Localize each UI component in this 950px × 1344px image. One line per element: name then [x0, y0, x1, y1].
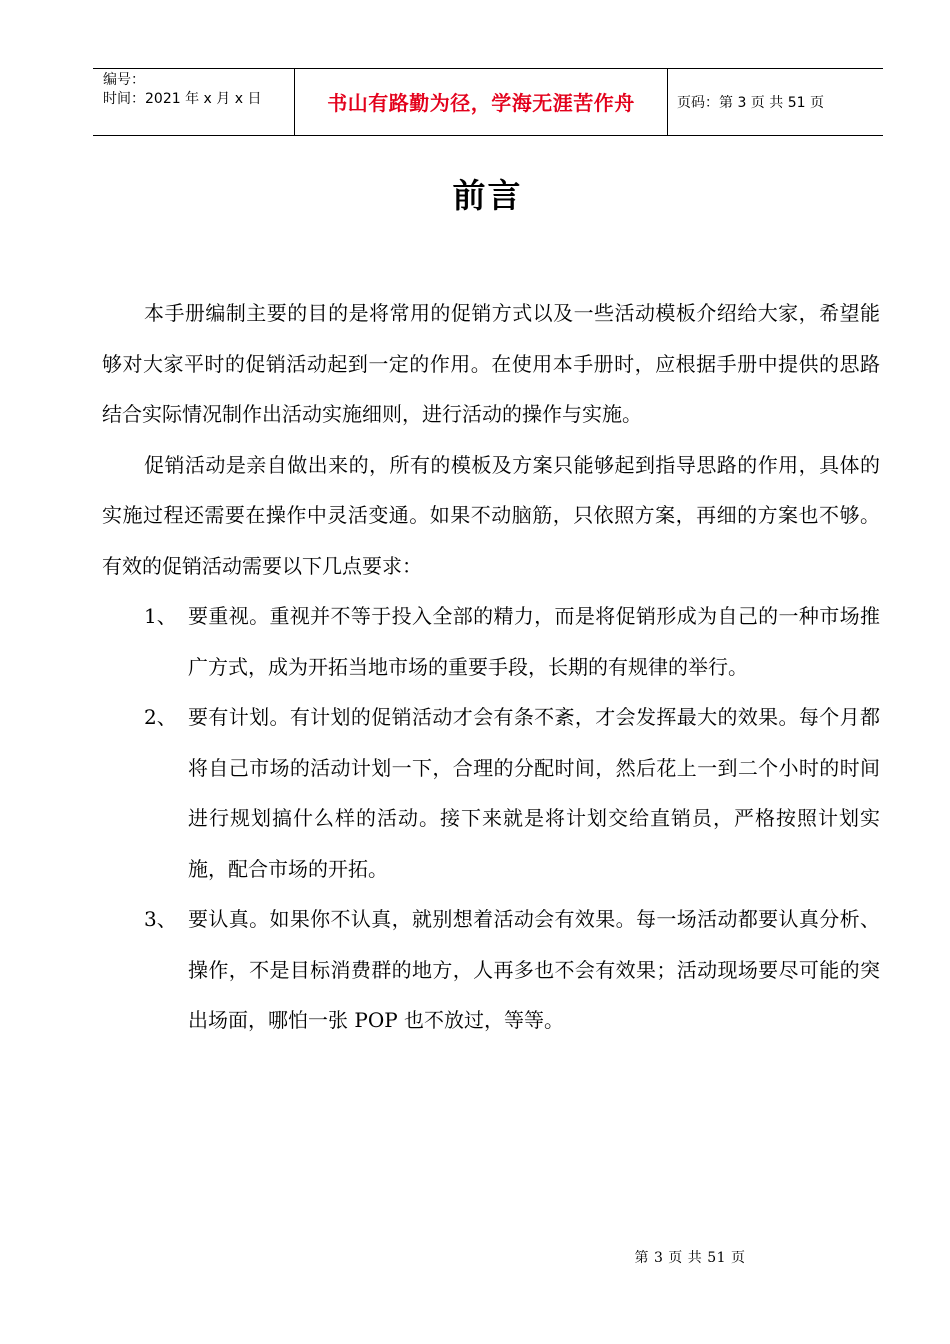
- document-time-label: 时间：2021 年 x 月 x 日: [103, 91, 262, 107]
- list-item: [102, 894, 880, 1046]
- header-page-cell: [668, 69, 883, 135]
- list-item-number: 1、: [144, 604, 177, 628]
- list-item-text: 要重视。重视并不等于投入全部的精力，而是将促销形成为自己的一种市场推广方式，成为开拓当地市场的重要手段，长期的有规律的举行。: [188, 604, 880, 679]
- header-motto-cell: [295, 69, 668, 135]
- list-item: [102, 591, 880, 692]
- list-item-text: 要有计划。有计划的促销活动才会有条不紊，才会发挥最大的效果。每个月都将自己市场的活动计划一下，合理的分配时间，然后花上一到二个小时的时间进行规划搞什么样的活动。接下来就是将计划交给直销员，严格按照计划实施，配合市场的开拓。: [188, 705, 880, 881]
- page-title: 前言: [452, 176, 523, 215]
- paragraph: 本手册编制主要的目的是将常用的促销方式以及一些活动模板介绍给大家，希望能够对大家平时的促销活动起到一定的作用。在使用本手册时，应根据手册中提供的思路结合实际情况制作出活动实施细则，进行活动的操作与实施。: [102, 301, 880, 426]
- document-body: [102, 288, 880, 1046]
- list-item: [102, 692, 880, 894]
- header-meta-cell: [93, 69, 295, 135]
- header-page-info: 页码：第 3 页 共 51 页: [677, 95, 824, 111]
- paragraph: 促销活动是亲自做出来的，所有的模板及方案只能够起到指导思路的作用，具体的实施过程还需要在操作中灵活变通。如果不动脑筋，只依照方案，再细的方案也不够。有效的促销活动需要以下几点要求：: [102, 452, 880, 578]
- list-item-number: 3、: [144, 907, 177, 931]
- header-motto: 书山有路勤为径，学海无涯苦作舟: [327, 91, 635, 115]
- page-header: [93, 68, 883, 136]
- document-number-label: 编号：: [103, 72, 145, 88]
- list-item-text: 要认真。如果你不认真，就别想着活动会有效果。每一场活动都要认真分析、操作，不是目标消费群的地方，人再多也不会有效果；活动现场要尽可能的突出场面，哪怕一张 POP 也不放过，等等。: [188, 907, 880, 1032]
- list-item-number: 2、: [144, 705, 177, 729]
- page-footer: 第 3 页 共 51 页: [634, 1250, 746, 1266]
